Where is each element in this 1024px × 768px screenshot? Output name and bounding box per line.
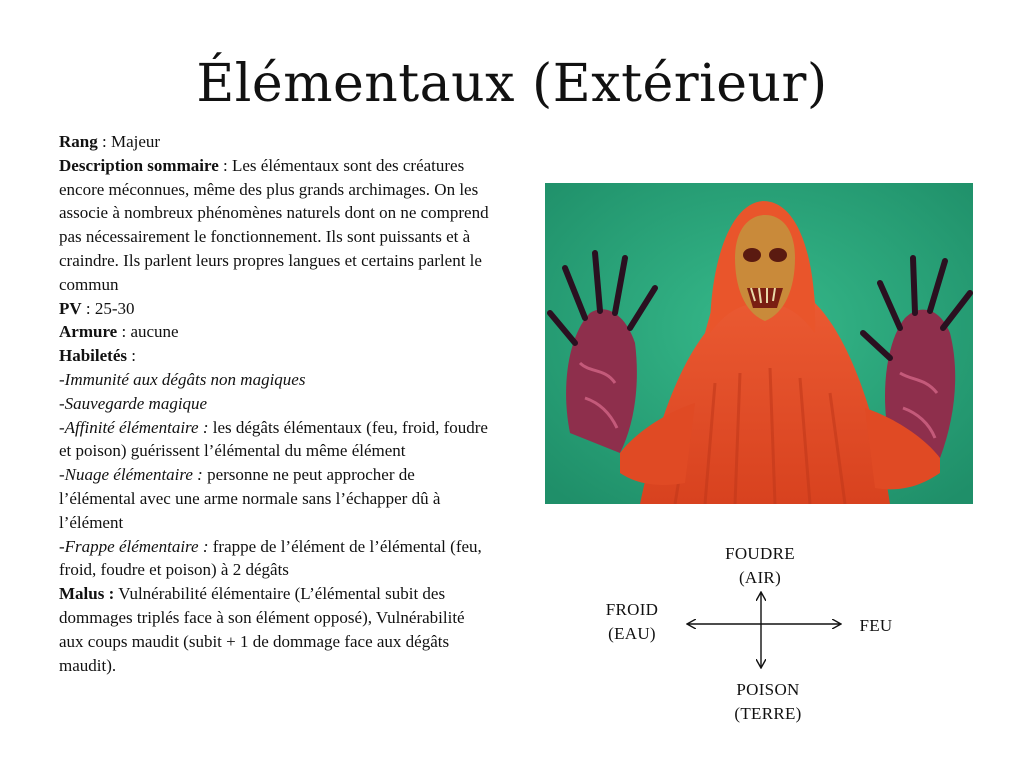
ability-prefix: - [59, 393, 65, 413]
label-feu [848, 614, 904, 638]
armure-label: Armure [59, 322, 118, 342]
ability-item [59, 463, 489, 534]
habiletes-line [59, 344, 489, 368]
description-line [59, 154, 489, 297]
ability-prefix: - [59, 417, 65, 437]
armure-line [59, 320, 489, 344]
ability-text: frappe de l’élément de l’élémental (feu, froid, foudre et poison) à 2 dégâts [59, 536, 482, 580]
ability-item [59, 535, 489, 583]
label-foudre: FOUDRE [725, 544, 795, 563]
ability-name: Nuage élémentaire : [64, 465, 203, 485]
ability-prefix: - [59, 465, 65, 485]
label-froid: FROID [605, 600, 659, 619]
ability-prefix: - [59, 369, 65, 389]
ability-item [59, 392, 489, 416]
ability-name: Affinité élémentaire : [64, 417, 209, 437]
elemental-illustration [545, 183, 973, 504]
rang-value: : Majeur [97, 132, 161, 151]
rang-line [59, 130, 489, 154]
mask-eye-right [769, 248, 787, 262]
pv-label: PV [59, 298, 82, 318]
armure-value: : aucune [117, 322, 179, 342]
label-terre: (TERRE) [734, 704, 802, 723]
elemental-photo [545, 183, 973, 504]
ability-text: les dégâts élémentaux (feu, froid, foudre et poison) guérissent l’élémental du même élément [59, 417, 488, 461]
label-poison: POISON [736, 680, 800, 699]
habiletes-colon: : [127, 346, 136, 366]
ability-name: Frappe élémentaire : [64, 536, 209, 556]
label-poison-terre [708, 678, 828, 726]
rang-label: Rang [59, 132, 98, 151]
ability-item [59, 368, 489, 392]
label-eau: (EAU) [608, 624, 656, 643]
ability-prefix: - [59, 536, 65, 556]
label-foudre-air [700, 542, 820, 590]
label-feu-text: FEU [859, 616, 893, 635]
ability-text: personne ne peut approcher de l’élémental avec une arme normale sans l’échapper dû à l’élément [59, 465, 441, 532]
element-opposition-diagram [590, 540, 920, 730]
ability-item [59, 416, 489, 464]
pv-line [59, 297, 489, 321]
malus-label: Malus : [59, 584, 115, 604]
ability-name: Immunité aux dégâts non magiques [64, 369, 306, 389]
description-value: : Les élémentaux sont des créatures encore méconnues, même des plus grands archimages. On les associe à nombreux phénomènes naturels dont on ne comprend pas nécessairement le fonctionnement. Ils sont puissants et à craindre. Ils parlent leurs propres langues et certains parlent le commun [59, 155, 489, 294]
malus-line [59, 582, 489, 677]
mask-eye-left [743, 248, 761, 262]
creature-details [59, 130, 489, 677]
habiletes-label: Habiletés [59, 346, 127, 366]
pv-value: : 25-30 [81, 298, 135, 318]
description-label: Description sommaire [59, 155, 219, 175]
label-air: (AIR) [738, 568, 782, 587]
slide-title: Élémentaux (Extérieur) [196, 54, 828, 114]
ability-name: Sauvegarde magique [64, 393, 208, 413]
label-froid-eau [590, 598, 674, 646]
malus-value: Vulnérabilité élémentaire (L’élémental subit des dommages triplés face à son élément opposé), Vulnérabilité aux coups maudit (subit + 1 de dommage face aux dégâts maudit). [59, 584, 465, 675]
